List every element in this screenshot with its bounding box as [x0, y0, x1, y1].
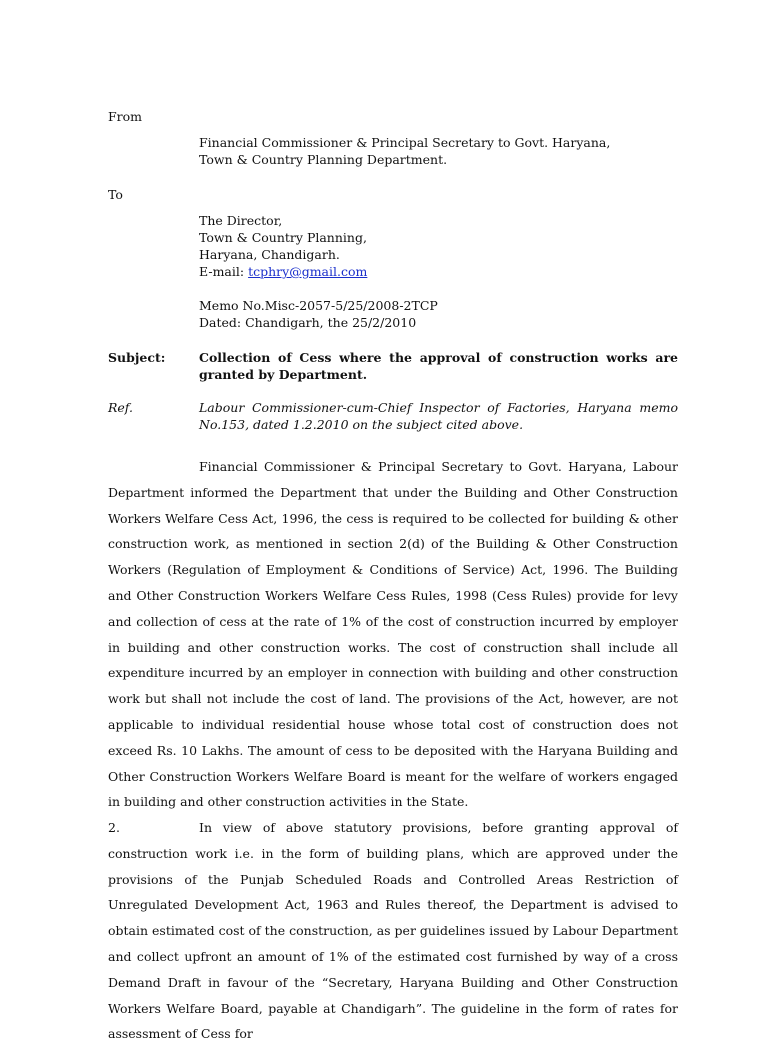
body-paragraph-2 — [108, 815, 678, 1047]
memo-dated: Dated: Chandigarh, the 25/2/2010 — [199, 315, 417, 330]
from-line-2: Town & Country Planning Department. — [199, 152, 448, 167]
to-line-3: Haryana, Chandigarh. — [199, 247, 340, 262]
to-line-1: The Director, — [199, 213, 283, 228]
body-paragraph-1: Financial Commissioner & Principal Secretary to Govt. Haryana, Labour Department informed the Department that under the Building and Other Construction Workers Welfare Cess Act, 1996, the cess is required to be collected for building & other construction work, as mentioned in section 2(d) of the Building & Other Construction Workers (Regulation of Employment & Conditions of Service) Act, 1996. The Building and Other Construction Workers Welfare Cess Rules, 1998 (Cess Rules) provide for levy and collection of cess at the rate of 1% of the cost of construction incurred by employer in building and other construction works. The cost of construction shall include all expenditure incurred by an employer in connection with building and other construction work but shall not include the cost of land. The provisions of the Act, however, are not applicable to individual residential house whose total cost of construction does not exceed Rs. 10 Lakhs. The amount of cess to be deposited with the Haryana Building and Other Construction Workers Welfare Board is meant for the welfare of workers engaged in building and other construction activities in the State. — [108, 459, 678, 810]
email-link[interactable]: tcphry@gmail.com — [248, 264, 368, 279]
subject-text-value: Collection of Cess where the approval of construction works are granted by Department. — [199, 350, 678, 382]
ref-label: Ref. — [108, 400, 133, 415]
paragraph-number: 2. — [108, 820, 120, 835]
to-label: To — [108, 187, 123, 202]
memo-number: Memo No.Misc-2057-5/25/2008-2TCP — [199, 298, 438, 313]
from-label: From — [108, 109, 143, 124]
email-label: E-mail: — [199, 264, 249, 279]
to-line-2: Town & Country Planning, — [199, 230, 367, 245]
subject-label: Subject: — [108, 350, 166, 365]
paragraph-2-text: In view of above statutory provisions, before granting approval of construction work i.e. in the form of building plans, which are approved under the provisions of the Punjab Scheduled Roads and Controlled Areas Restriction of Unregulated Development Act, 1963 and Rules thereof, the Department is advised to obtain estimated cost of the construction, as per guidelines issued by Labour Department and collect upfront an amount of 1% of the estimated cost furnished by way of a cross Demand Draft in favour of the “Secretary, Haryana Building and Other Construction Workers Welfare Board, payable at Chandigarh”. The guideline in the form of rates for assessment of Cess for — [108, 820, 678, 1042]
to-address — [199, 212, 678, 280]
ref-text-value: Labour Commissioner-cum-Chief Inspector of Factories, Haryana memo No.153, dated 1.2.2010 on the subject cited above. — [199, 400, 678, 432]
subject-text — [199, 349, 678, 383]
ref-text — [199, 399, 678, 433]
from-line-1: Financial Commissioner & Principal Secretary to Govt. Haryana, — [199, 135, 611, 150]
memo-block — [199, 297, 678, 331]
from-address — [199, 134, 678, 168]
to-email-line — [199, 263, 678, 280]
